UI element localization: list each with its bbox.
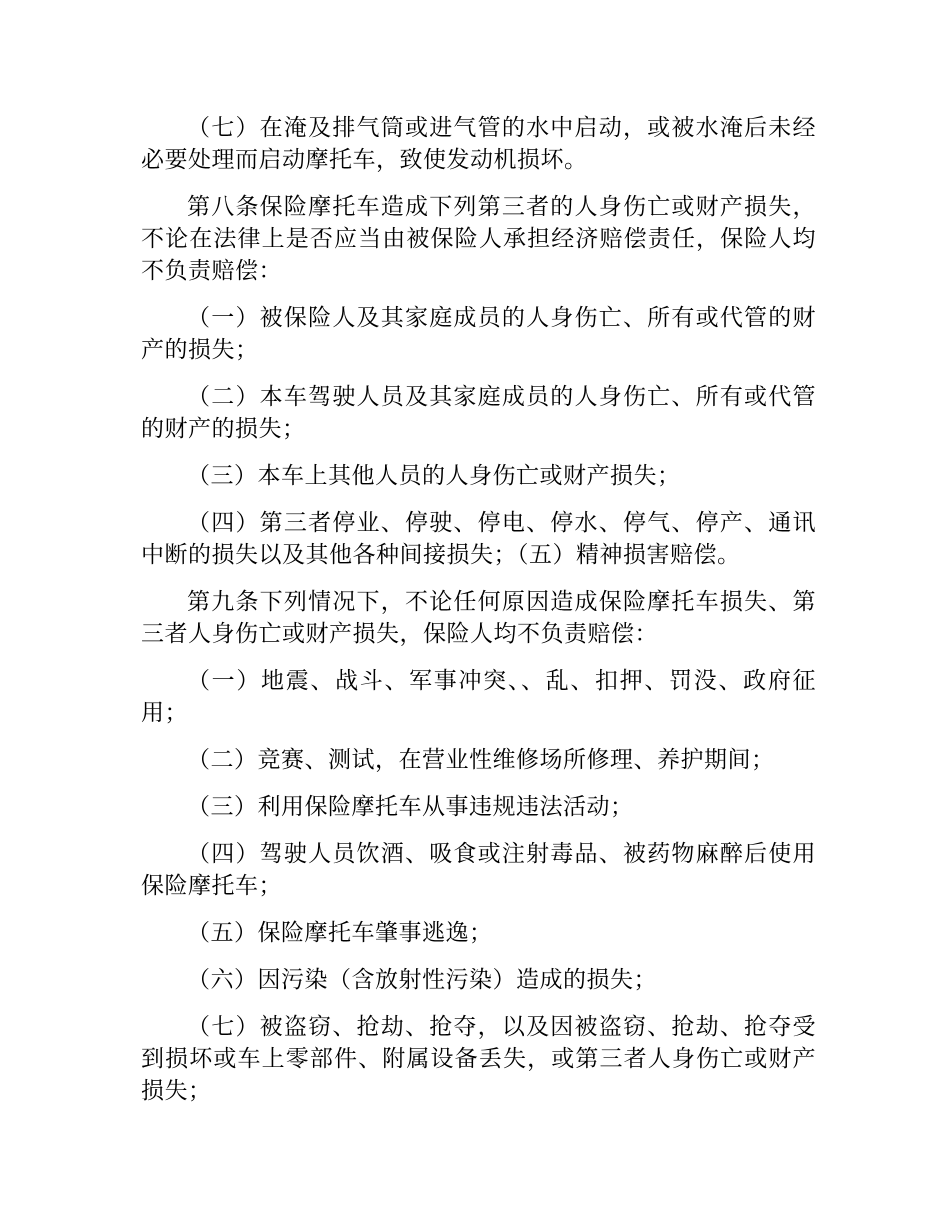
- paragraph-8-item-1: （一）被保险人及其家庭成员的人身伤亡、所有或代管的财产的损失；: [141, 305, 816, 363]
- paragraph-9-item-7: （七）被盗窃、抢劫、抢夺，以及因被盗窃、抢劫、抢夺受到损坏或车上零部件、附属设备丢失，或第三者人身伤亡或财产损失；: [141, 1014, 816, 1104]
- document-body: [141, 112, 816, 1122]
- paragraph-9-item-6: （六）因污染（含放射性污染）造成的损失；: [187, 967, 657, 993]
- paragraph-9-item-4: （四）驾驶人员饮酒、吸食或注射毒品、被药物麻醉后使用保险摩托车；: [141, 841, 816, 899]
- paragraph-9-item-3: （三）利用保险摩托车从事违规违法活动；: [187, 794, 634, 820]
- paragraph-8-item-2: （二）本车驾驶人员及其家庭成员的人身伤亡、所有或代管的财产的损失；: [141, 384, 816, 442]
- paragraph-8-item-4-5: （四）第三者停业、停驶、停电、停水、停气、停产、通讯中断的损失以及其他各种间接损失；（五）精神损害赔偿。: [141, 510, 816, 568]
- paragraph-9-item-2: （二）竞赛、测试，在营业性维修场所修理、养护期间；: [187, 747, 775, 773]
- paragraph-8-item-3: （三）本车上其他人员的人身伤亡或财产损失；: [187, 463, 681, 489]
- paragraph-9-item-5: （五）保险摩托车肇事逃逸；: [187, 920, 493, 946]
- paragraph-article-9: 第九条下列情况下，不论任何原因造成保险摩托车损失、第三者人身伤亡或财产损失，保险人均不负责赔偿：: [141, 589, 816, 647]
- paragraph-9-item-1: （一）地震、战斗、军事冲突、、乱、扣押、罚没、政府征用；: [141, 668, 816, 726]
- paragraph-7-engine-flooding: （七）在淹及排气筒或进气管的水中启动，或被水淹后未经必要处理而启动摩托车，致使发动机损坏。: [141, 115, 816, 173]
- paragraph-article-8: 第八条保险摩托车造成下列第三者的人身伤亡或财产损失，不论在法律上是否应当由被保险人承担经济赔偿责任，保险人均不负责赔偿：: [141, 194, 816, 284]
